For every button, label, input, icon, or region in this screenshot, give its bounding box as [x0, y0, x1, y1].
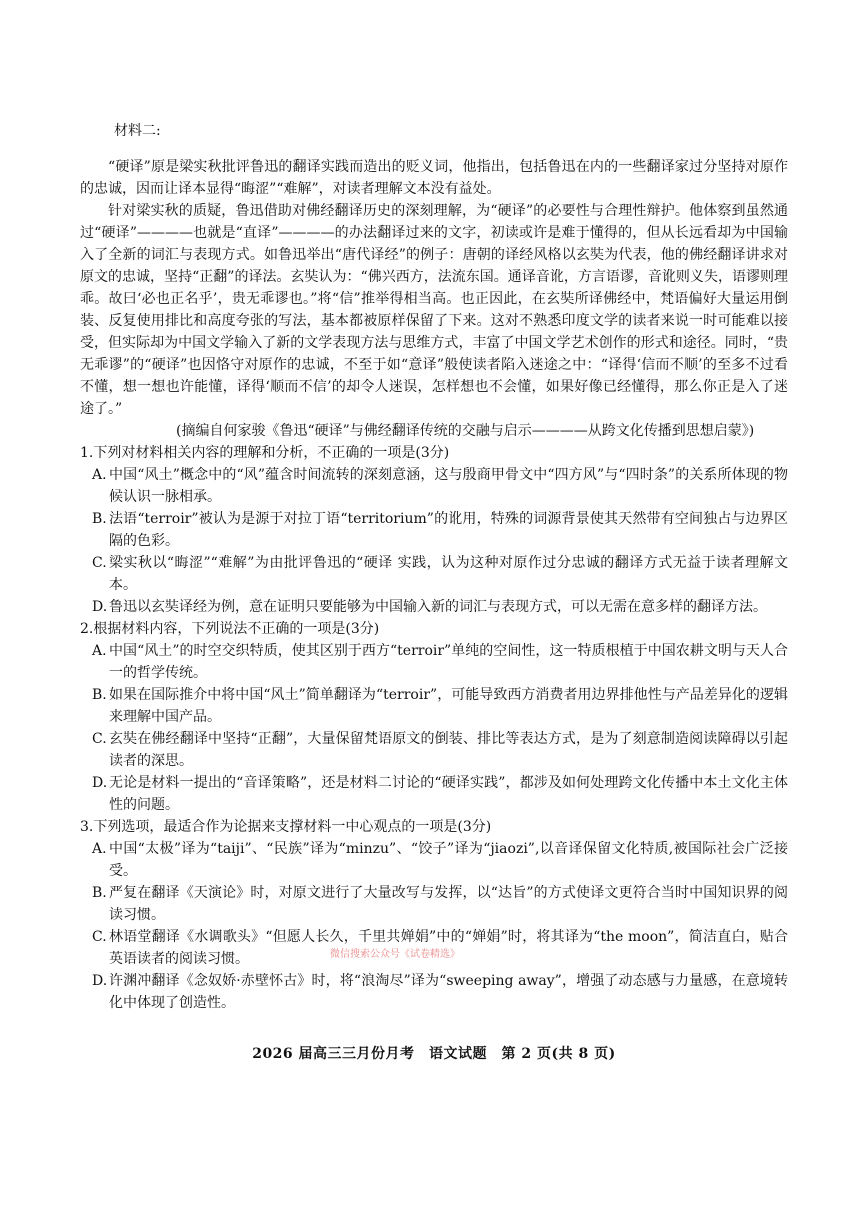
option-text: 林语堂翻译《水调歌头》“但愿人长久，千里共婵娟”中的“婵娟”时，将其译为“the moon”，简洁直白，贴合英语读者的阅读习惯。 — [109, 929, 788, 967]
question-3 — [80, 816, 788, 1014]
option-a — [80, 640, 788, 684]
question-stem: 1.下列对材料相关内容的理解和分析，不正确的一项是(3分) — [80, 445, 450, 461]
option-text: 鲁迅以玄奘译经为例，意在证明只要能够为中国输入新的词汇与表现方式，可以无需在意多样的翻译方法。 — [109, 599, 767, 615]
option-text: 如果在国际推介中将中国“风土”简单翻译为“terroir”，可能导致西方消费者用边界排他性与产品差异化的逻辑来理解中国产品。 — [109, 687, 788, 725]
page-content — [80, 106, 788, 1014]
option-c — [80, 552, 788, 596]
option-letter: D. — [92, 599, 108, 615]
option-letter: B. — [92, 511, 107, 527]
option-letter: B. — [92, 885, 107, 901]
option-letter: D. — [92, 973, 108, 989]
option-text: 中国“风土”概念中的“风”蕴含时间流转的深刻意涵，这与殷商甲骨文中“四方风”与“四时条”的关系所体现的物候认识一脉相承。 — [109, 467, 788, 505]
page-footer: 2026 届高三三月份月考 语文试题 第 2 页(共 8 页) — [252, 1046, 616, 1062]
option-d — [80, 970, 788, 1014]
source-citation: (摘编自何家骏《鲁迅“硬译”与佛经翻译传统的交融与启示————从跨文化传播到思想启蒙》) — [176, 423, 755, 439]
option-a — [80, 838, 788, 882]
option-letter: B. — [92, 687, 107, 703]
question-1 — [80, 442, 788, 618]
question-2 — [80, 618, 788, 816]
option-text: 许渊冲翻译《念奴娇·赤壁怀古》时，将“浪淘尽”译为“sweeping away”，增强了动态感与力量感，在意境转化中体现了创造性。 — [109, 973, 788, 1011]
option-letter: C. — [92, 731, 107, 747]
option-letter: A. — [92, 841, 107, 857]
option-text: 中国“风土”的时空交织特质，使其区别于西方“terroir”单纯的空间性，这一特质根植于中国农耕文明与天人合一的哲学传统。 — [109, 643, 788, 681]
option-d — [80, 596, 788, 618]
option-letter: A. — [92, 643, 107, 659]
paragraph-2: 针对梁实秋的质疑，鲁迅借助对佛经翻译历史的深刻理解，为“硬译”的必要性与合理性辩护。他体察到虽然通过“硬译”————也就是“直译”————的办法翻译过来的文字，初读或许是难于懂得的，但从长远看却为中国输入了全新的词汇与表现方式。如鲁迅举出“唐代译经”的例子：唐朝的译经风格以玄奘为代表，他的佛经翻译讲求对原文的忠诚，坚持“正翻”的译法。玄奘认为：“佛兴西方，法流东国。通译音讹，方言语谬，音讹则义失，语谬则理乖。故曰‘必也正名乎’，贵无乖谬也。”将“信”推举得相当高。也正因此，在玄奘所译佛经中，梵语偏好大量运用倒装、反复使用排比和高度夸张的写法，基本都被原样保留了下来。这对不熟悉印度文学的读者来说一时可能难以接受，但实际却为中国文学输入了新的文学表现方法与思维方式，丰富了中国文学艺术创作的形式和途径。同时，“贵无乖谬”的“硬译”也因恪守对原作的忠诚，不至于如“意译”般使读者陷入迷途之中：“译得‘信而不顺’的至多不过看不懂，想一想也许能懂，译得‘顺而不信’的却令人迷误，怎样想也不会懂，如果好像已经懂得，那么你正是入了迷途了。” — [80, 203, 788, 417]
option-letter: C. — [92, 555, 107, 571]
option-d — [80, 772, 788, 816]
option-text: 中国“太极”译为“taiji”、“民族”译为“minzu”、“饺子”译为“jiaozi”,以音译保留文化特质,被国际社会广泛接受。 — [109, 841, 788, 879]
watermark: 微信搜索公众号《试卷精选》 — [330, 949, 460, 960]
option-text: 梁实秋以“晦涩”“难解”为由批评鲁迅的“硬译 实践，认为这种对原作过分忠诚的翻译方式无益于读者理解文本。 — [109, 555, 788, 593]
option-text: 严复在翻译《天演论》时，对原文进行了大量改写与发挥，以“达旨”的方式使译文更符合当时中国知识界的阅读习惯。 — [109, 885, 788, 923]
option-text: 法语“terroir”被认为是源于对拉丁语“territorium”的讹用，特殊的词源背景使其天然带有空间独占与边界区隔的色彩。 — [109, 511, 788, 549]
option-text: 无论是材料一提出的“音译策略”，还是材料二讨论的“硬译实践”，都涉及如何处理跨文化传播中本土文化主体性的问题。 — [109, 775, 788, 813]
option-c — [80, 728, 788, 772]
option-a — [80, 464, 788, 508]
option-b — [80, 882, 788, 926]
option-letter: D. — [92, 775, 108, 791]
option-text: 玄奘在佛经翻译中坚持“正翻”，大量保留梵语原文的倒装、排比等表达方式，是为了刻意制造阅读障碍以引起读者的深思。 — [109, 731, 788, 769]
material-heading: 材料二: — [114, 123, 161, 139]
option-b — [80, 684, 788, 728]
option-letter: A. — [92, 467, 107, 483]
option-b — [80, 508, 788, 552]
paragraph-1: “硬译”原是梁实秋批评鲁迅的翻译实践而造出的贬义词，他指出，包括鲁迅在内的一些翻译家过分坚持对原作的忠诚，因而让译本显得“晦涩”“难解”，对读者理解文本没有益处。 — [80, 159, 788, 197]
option-letter: C. — [92, 929, 107, 945]
question-stem: 3.下列选项，最适合作为论据来支撑材料一中心观点的一项是(3分) — [80, 819, 492, 835]
question-stem: 2.根据材料内容，下列说法不正确的一项是(3分) — [80, 621, 380, 637]
